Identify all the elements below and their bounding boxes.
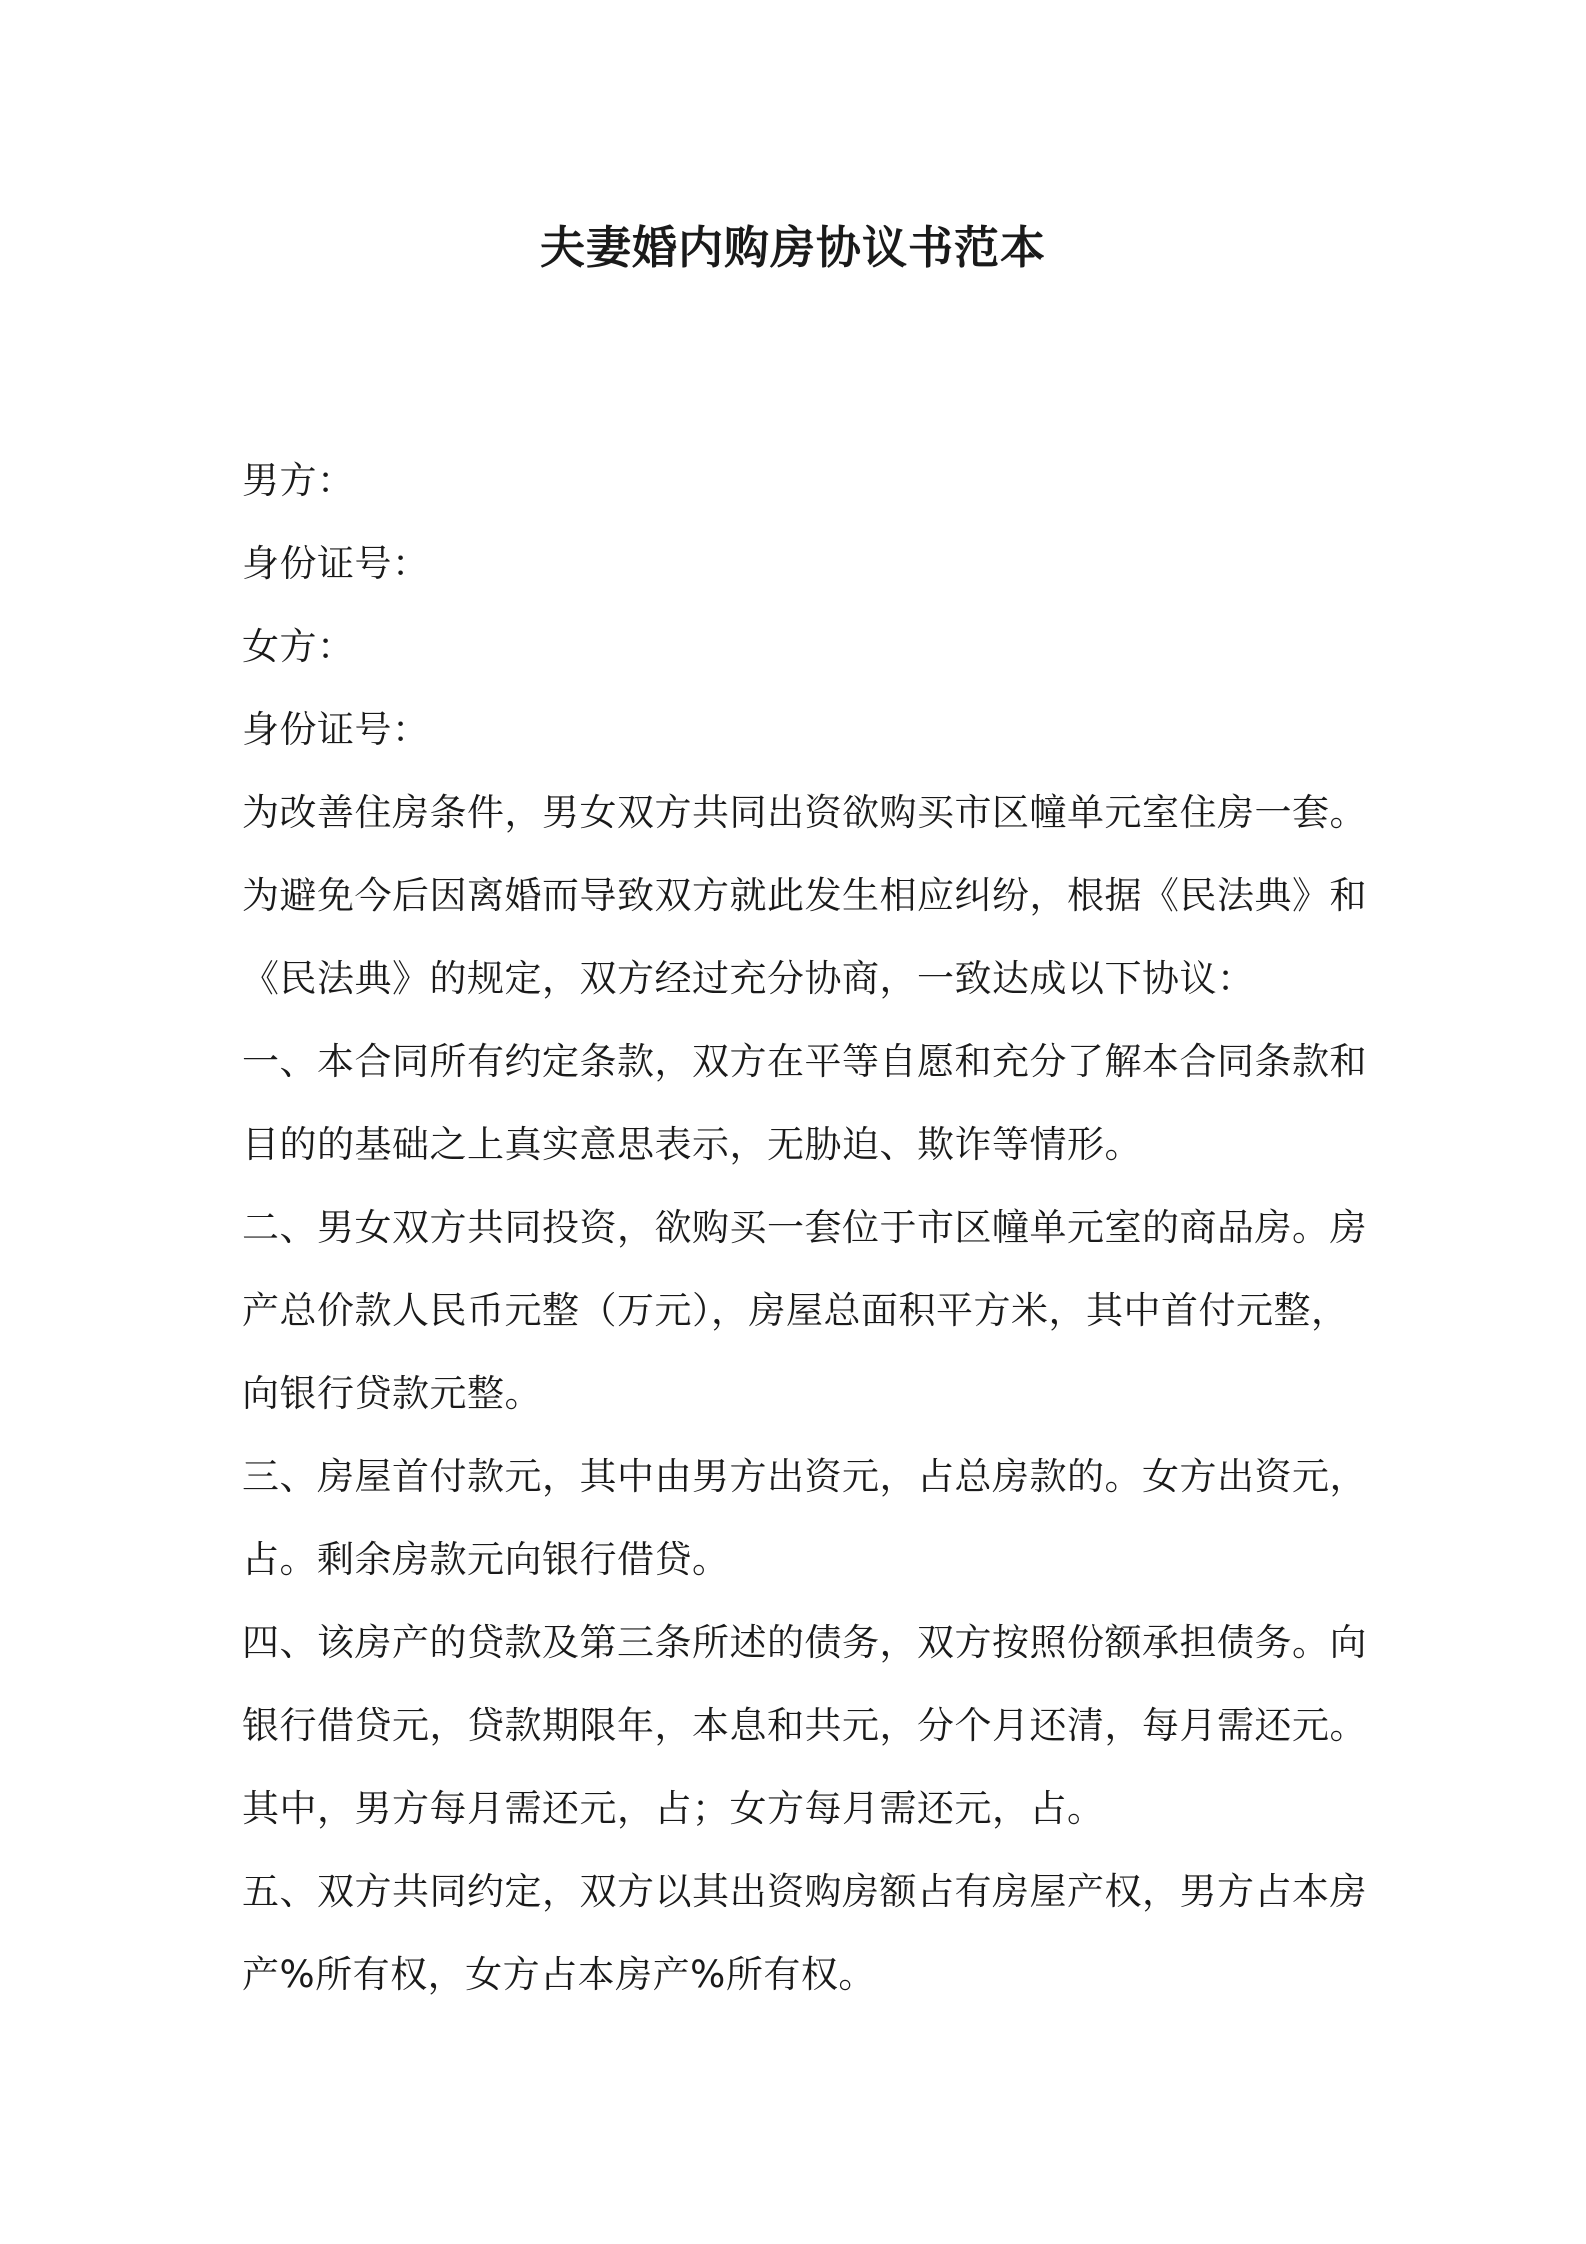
- clause-5-line: 五、双方共同约定，双方以其出资购房额占有房屋产权，男方占本房: [242, 1870, 1367, 1913]
- field-wife: 女方：: [242, 625, 355, 668]
- preamble-line: 为避免今后因离婚而导致双方就此发生相应纠纷，根据《民法典》和: [242, 874, 1367, 917]
- clause-4-line: 银行借贷元，贷款期限年，本息和共元，分个月还清，每月需还元。: [242, 1704, 1367, 1747]
- document-title: 夫妻婚内购房协议书范本: [539, 221, 1046, 274]
- clause-5-line: 产%所有权，女方占本房产%所有权。: [242, 1953, 876, 1996]
- preamble-line: 为改善住房条件，男女双方共同出资欲购买市区幢单元室住房一套。: [242, 791, 1367, 834]
- clause-3-line: 占。剩余房款元向银行借贷。: [242, 1538, 730, 1581]
- clause-4-line: 四、该房产的贷款及第三条所述的债务，双方按照份额承担债务。向: [242, 1621, 1367, 1664]
- clause-3-line: 三、房屋首付款元，其中由男方出资元，占总房款的。女方出资元，: [242, 1455, 1367, 1498]
- field-husband-id: 身份证号：: [242, 542, 430, 585]
- clause-1-line: 一、本合同所有约定条款，双方在平等自愿和充分了解本合同条款和: [242, 1040, 1367, 1083]
- document-body: [242, 453, 1367, 2030]
- clause-4-line: 其中，男方每月需还元，占；女方每月需还元，占。: [242, 1787, 1105, 1830]
- clause-2-line: 向银行贷款元整。: [242, 1372, 542, 1415]
- clause-2-line: 产总价款人民币元整（万元），房屋总面积平方米，其中首付元整，: [242, 1289, 1349, 1332]
- field-husband: 男方：: [242, 459, 355, 502]
- field-wife-id: 身份证号：: [242, 708, 430, 751]
- clause-2-line: 二、男女双方共同投资，欲购买一套位于市区幢单元室的商品房。房: [242, 1206, 1367, 1249]
- preamble-line: 《民法典》的规定，双方经过充分协商，一致达成以下协议：: [242, 957, 1255, 1000]
- clause-1-line: 目的的基础之上真实意思表示，无胁迫、欺诈等情形。: [242, 1123, 1142, 1166]
